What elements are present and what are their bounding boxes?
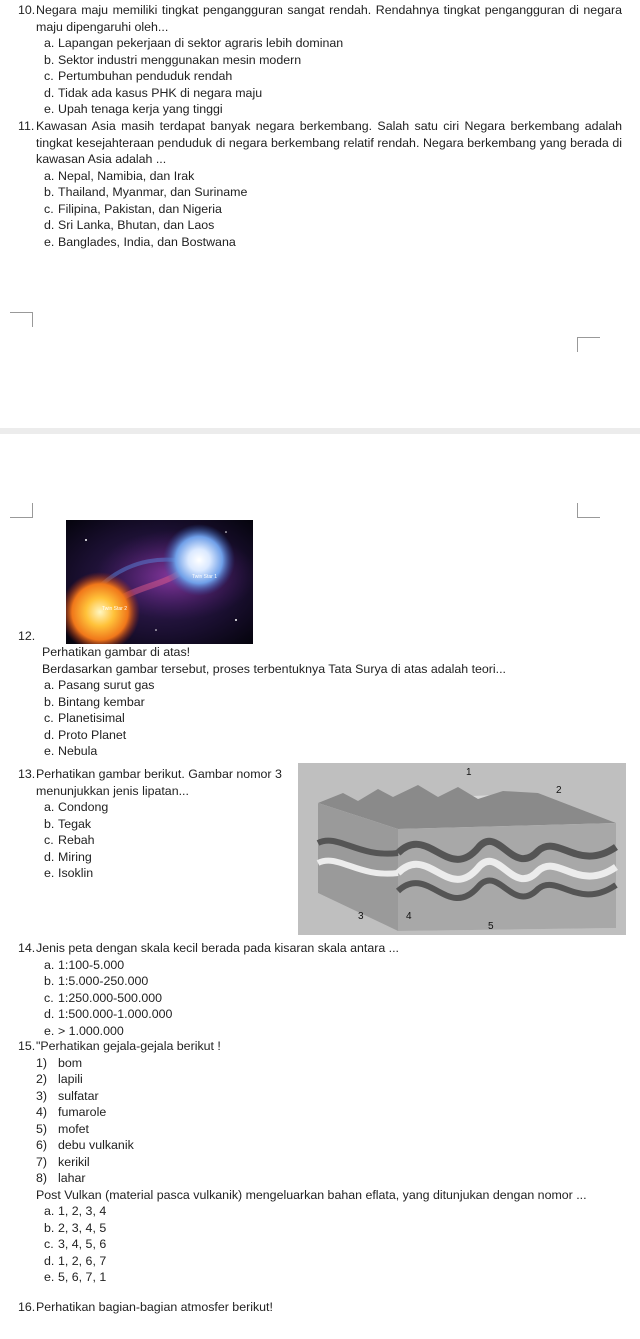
page-separator	[0, 428, 640, 434]
option-e: e. > 1.000.000	[44, 1023, 124, 1038]
list-item: 6) debu vulkanik	[36, 1138, 134, 1152]
question-16	[18, 1299, 622, 1316]
page-corner-mark	[10, 312, 33, 327]
option-d: d. Tidak ada kasus PHK di negara maju	[44, 85, 263, 100]
option-d: d. Miring	[44, 849, 92, 864]
question-11	[18, 118, 622, 250]
question-text: Jenis peta dengan skala kecil berada pada kisaran skala antara ...	[36, 941, 400, 955]
option-b: b. Tegak	[44, 816, 92, 831]
list-item: 4) fumarole	[36, 1105, 107, 1119]
fig-label-5: 5	[488, 921, 494, 932]
option-c: c. Filipina, Pakistan, dan Nigeria	[44, 201, 222, 216]
option-a: a. Nepal, Namibia, dan Irak	[44, 168, 195, 183]
list-item: 2) lapili	[36, 1072, 83, 1086]
option-b: b. 1:5.000-250.000	[44, 974, 149, 988]
option-c: c. Pertumbuhan penduduk rendah	[44, 69, 233, 83]
fig-label-1: 1	[466, 767, 472, 778]
option-b: b. Sektor industri menggunakan mesin modern	[44, 52, 302, 67]
option-b: b. Thailand, Myanmar, dan Suriname	[44, 185, 248, 199]
option-a: a. 1:100-5.000	[44, 957, 125, 972]
question-number: 15.	[18, 1039, 36, 1053]
twin-star-2-label: Twin Star 2	[102, 606, 128, 612]
option-d: d. 1, 2, 6, 7	[44, 1253, 107, 1268]
page-corner-mark	[10, 503, 33, 518]
symptom-list	[18, 1055, 622, 1187]
option-b: b. Bintang kembar	[44, 694, 145, 709]
question-text: Kawasan Asia masih terdapat banyak negara berkembang. Salah satu ciri Negara berkembang adalah tingkat kesejahteraan penduduk di negara berkembang relatif rendah. Negara berkembang yang berada di kawasan Asia adalah ...	[36, 119, 622, 166]
option-d: d. Sri Lanka, Bhutan, dan Laos	[44, 218, 215, 232]
option-e: e. Upah tenaga kerja yang tinggi	[44, 102, 223, 116]
page-corner-mark	[577, 337, 600, 352]
question-12	[18, 520, 622, 760]
option-d: d. 1:500.000-1.000.000	[44, 1007, 173, 1021]
twin-star-1-label: Twin Star 1	[192, 574, 218, 580]
option-e: e. Nebula	[44, 744, 98, 758]
question-number: 13.	[18, 767, 36, 781]
question-13	[18, 766, 298, 882]
question-15	[18, 1038, 622, 1286]
option-a: a. Condong	[44, 800, 109, 814]
option-a: a. Pasang surut gas	[44, 678, 155, 692]
list-item: 3) sulfatar	[36, 1088, 99, 1103]
option-e: e. 5, 6, 7, 1	[44, 1270, 107, 1284]
option-c: c. Rebah	[44, 833, 95, 847]
list-item: 7) kerikil	[36, 1154, 90, 1169]
list-item: 8) lahar	[36, 1171, 86, 1185]
fold-diagram	[298, 763, 626, 935]
fig-label-4: 4	[406, 911, 412, 922]
fig-label-3: 3	[358, 911, 364, 922]
option-c: c. 1:250.000-500.000	[44, 990, 163, 1005]
option-c: c. Planetisimal	[44, 711, 125, 725]
option-a: a. 1, 2, 3, 4	[44, 1204, 107, 1218]
question-14	[18, 940, 622, 1039]
option-e: e. Isoklin	[44, 866, 94, 880]
question-number: 10.	[18, 3, 36, 17]
option-e: e. Banglades, India, dan Bostwana	[44, 234, 236, 249]
page-corner-mark	[577, 503, 600, 518]
question-number: 11.	[18, 119, 35, 133]
question-intro: Perhatikan gambar di atas!	[42, 645, 191, 659]
option-b: b. 2, 3, 4, 5	[44, 1220, 107, 1235]
question-number: 12.	[18, 629, 36, 643]
option-d: d. Proto Planet	[44, 727, 127, 742]
question-10	[18, 2, 622, 118]
twin-star-image	[66, 520, 253, 644]
question-text: Berdasarkan gambar tersebut, proses terbentuknya Tata Surya di atas adalah teori...	[42, 661, 507, 676]
option-a: a. Lapangan pekerjaan di sektor agraris lebih dominan	[44, 36, 344, 50]
question-text: Perhatikan gambar berikut. Gambar nomor 3 menunjukkan jenis lipatan...	[36, 767, 282, 798]
option-c: c. 3, 4, 5, 6	[44, 1237, 107, 1251]
question-number: 14.	[18, 941, 36, 955]
question-text: Perhatikan bagian-bagian atmosfer berikut!	[36, 1300, 273, 1314]
fig-label-2: 2	[556, 785, 562, 796]
question-number: 16.	[18, 1300, 36, 1314]
list-item: 1) bom	[36, 1055, 83, 1070]
question-prompt: Post Vulkan (material pasca vulkanik) mengeluarkan bahan eflata, yang ditunjukan dengan nomor ...	[36, 1187, 587, 1202]
question-text: "Perhatikan gejala-gejala berikut !	[36, 1039, 221, 1053]
list-item: 5) mofet	[36, 1121, 89, 1136]
question-text: Negara maju memiliki tingkat pengangguran sangat rendah. Rendahnya tingkat pengangguran di negara maju dipengaruhi oleh...	[36, 3, 622, 34]
